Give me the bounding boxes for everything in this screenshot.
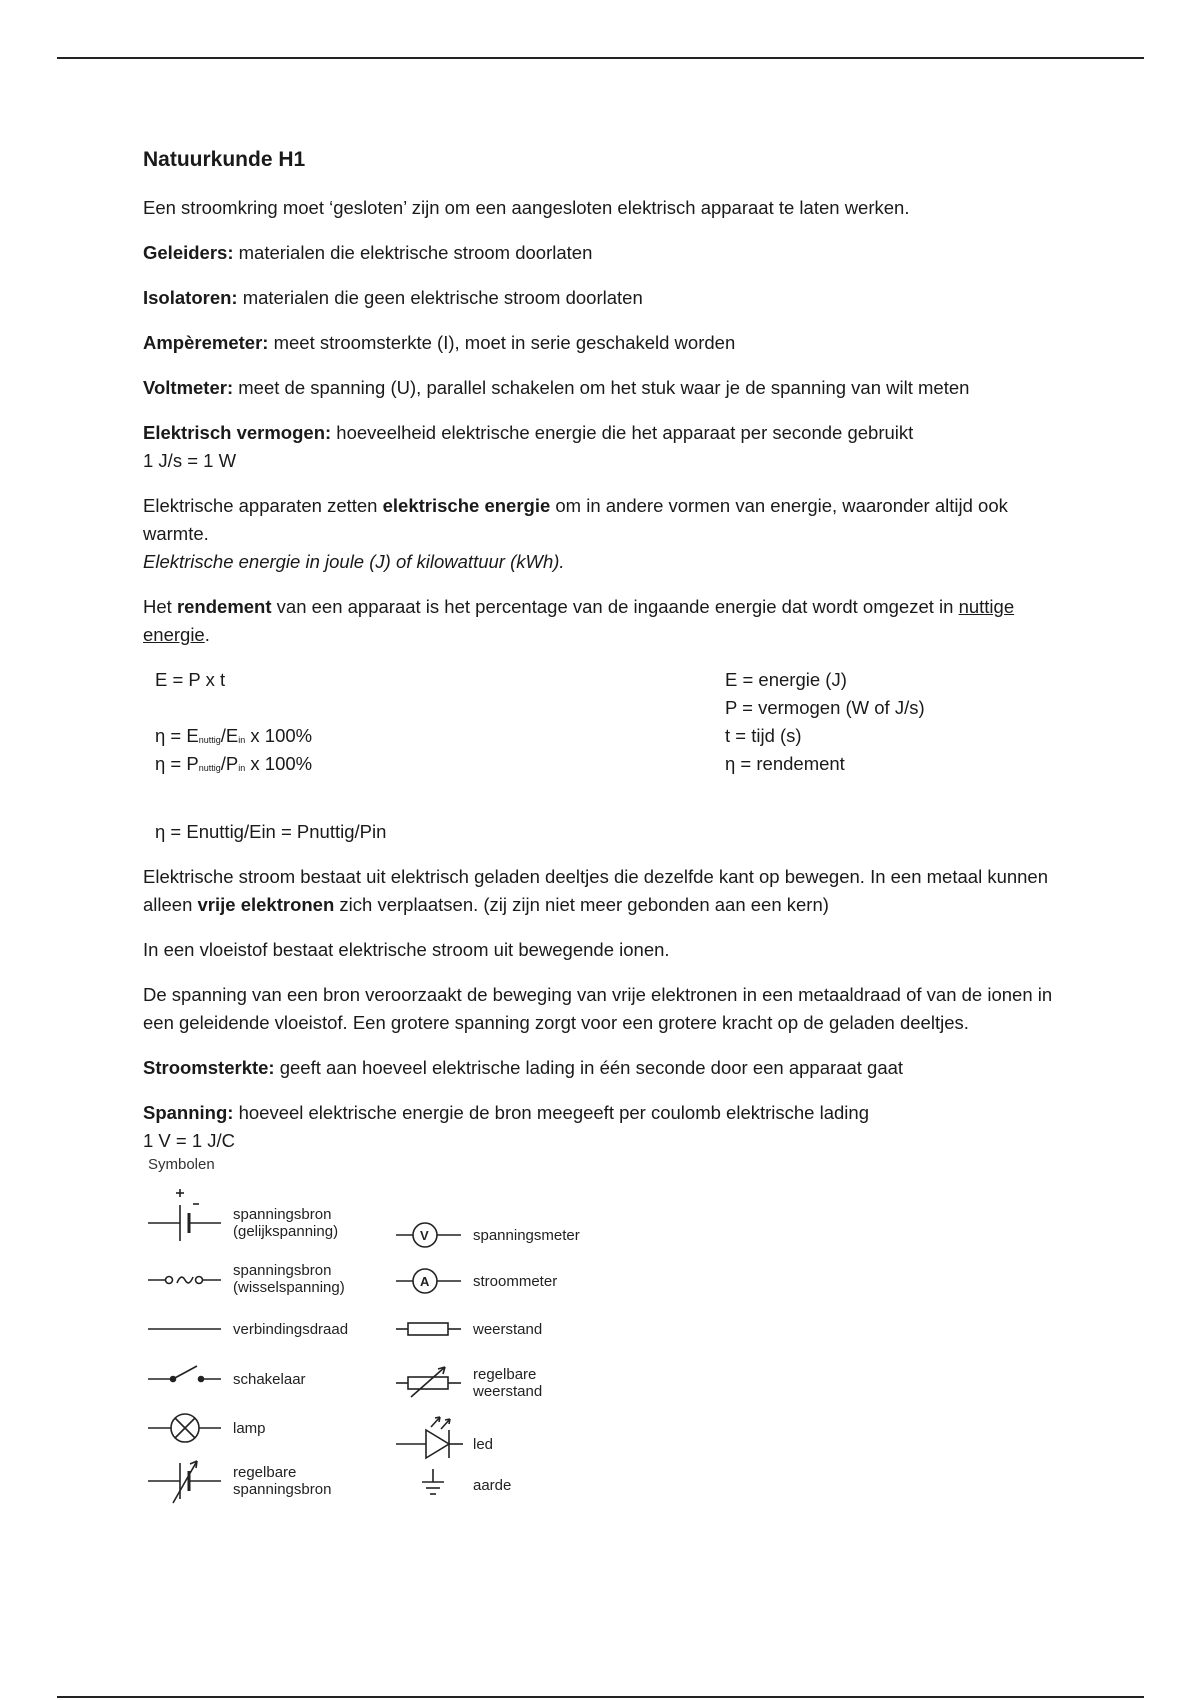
document-body <box>143 140 1073 1517</box>
definition-vermogen: Elektrisch vermogen: hoeveelheid elektrische energie die het apparaat per seconde gebruikt 1 J/s = 1 W <box>143 422 914 471</box>
symbol-label-led: led <box>473 1436 494 1453</box>
dc-source-icon <box>148 1189 221 1241</box>
ground-icon <box>422 1469 444 1494</box>
symbol-label-wire: verbindingsdraad <box>233 1321 349 1338</box>
symbol-label-ac-1: spanningsbron <box>233 1262 332 1279</box>
symbols-figure <box>143 1179 603 1509</box>
resistor-icon <box>396 1323 461 1335</box>
formula-block <box>143 666 1073 804</box>
symbol-label-dc-2: (gelijkspanning) <box>233 1223 339 1240</box>
formula-efficiency-power: η = Pnuttig/Pin x 100% <box>155 753 313 774</box>
energy-paragraph: Elektrische apparaten zetten elektrische energie om in andere vormen van energie, waaronder altijd ook warmte. Elektrische energie in joule (J) of kilowattuur (kWh). <box>143 495 1008 572</box>
definition-geleiders: Geleiders: materialen die elektrische stroom doorlaten <box>143 242 593 263</box>
intro-paragraph: Een stroomkring moet ‘gesloten’ zijn om een aangesloten elektrisch apparaat te laten werken. <box>143 197 910 218</box>
definition-amperemeter: Ampèremeter: meet stroomsterkte (I), moet in serie geschakeld worden <box>143 332 736 353</box>
formula-efficiency-summary: η = Enuttig/Ein = Pnuttig/Pin <box>155 821 387 842</box>
stroom-paragraph-2: In een vloeistof bestaat elektrische stroom uit bewegende ionen. <box>143 939 670 960</box>
symbol-label-ammeter: stroommeter <box>473 1273 558 1290</box>
symbol-label-ac-2: (wisselspanning) <box>233 1279 345 1296</box>
variable-resistor-icon <box>396 1367 461 1397</box>
ammeter-letter: A <box>420 1274 430 1289</box>
symbol-label-varresistor-2: weerstand <box>473 1383 543 1400</box>
definition-isolatoren: Isolatoren: materialen die geen elektrische stroom doorlaten <box>143 287 643 308</box>
symbol-label-switch: schakelaar <box>233 1371 306 1388</box>
variable-source-icon <box>148 1461 221 1503</box>
symbol-label-dc-1: spanningsbron <box>233 1206 332 1223</box>
formula-efficiency-energy: η = Enuttig/Ein x 100% <box>155 725 313 746</box>
page-title: Natuurkunde H1 <box>143 148 306 171</box>
symbol-label-varsource-2: spanningsbron <box>233 1481 332 1498</box>
lamp-icon <box>148 1414 221 1442</box>
symbol-label-lamp: lamp <box>233 1420 266 1437</box>
symbols-title: Symbolen <box>148 1156 215 1173</box>
switch-icon <box>148 1366 221 1382</box>
stroom-paragraph-1: Elektrische stroom bestaat uit elektrisch geladen deeltjes die dezelfde kant op bewegen. In een metaal kunnen alleen vrije elektronen zich verplaatsen. (zij zijn niet meer gebonden aan een kern) <box>143 866 1049 915</box>
top-rule <box>57 57 1144 59</box>
legend-efficiency: η = rendement <box>725 753 845 774</box>
definition-stroomsterkte: Stroomsterkte: geeft aan hoeveel elektrische lading in één seconde door een apparaat gaat <box>143 1057 904 1078</box>
symbol-label-varsource-1: regelbare <box>233 1464 297 1481</box>
symbol-label-resistor: weerstand <box>473 1321 543 1338</box>
symbol-label-voltmeter: spanningsmeter <box>473 1227 580 1244</box>
legend-time: t = tijd (s) <box>725 725 802 746</box>
legend-power: P = vermogen (W of J/s) <box>725 697 925 718</box>
symbol-label-varresistor-1: regelbare <box>473 1366 537 1383</box>
ac-source-icon <box>148 1277 221 1284</box>
stroom-paragraph-3: De spanning van een bron veroorzaakt de beweging van vrije elektronen in een metaaldraad of van de ionen in een geleidende vloeistof. Een grotere spanning zorgt voor een grotere kracht op de geladen deeltjes. <box>143 984 1053 1033</box>
bottom-rule <box>57 1696 1144 1698</box>
symbol-label-ground: aarde <box>473 1477 512 1494</box>
rendement-paragraph: Het rendement van een apparaat is het percentage van de ingaande energie dat wordt omgezet in nuttige energie. <box>143 596 1015 645</box>
formula-energy: E = P x t <box>155 669 226 690</box>
led-icon <box>396 1417 463 1458</box>
legend-energy: E = energie (J) <box>725 669 847 690</box>
voltmeter-letter: V <box>420 1228 429 1243</box>
definition-voltmeter: Voltmeter: meet de spanning (U), parallel schakelen om het stuk waar je de spanning van wilt meten <box>143 377 970 398</box>
definition-spanning: Spanning: hoeveel elektrische energie de bron meegeeft per coulomb elektrische lading 1 V = 1 J/C <box>143 1102 869 1151</box>
